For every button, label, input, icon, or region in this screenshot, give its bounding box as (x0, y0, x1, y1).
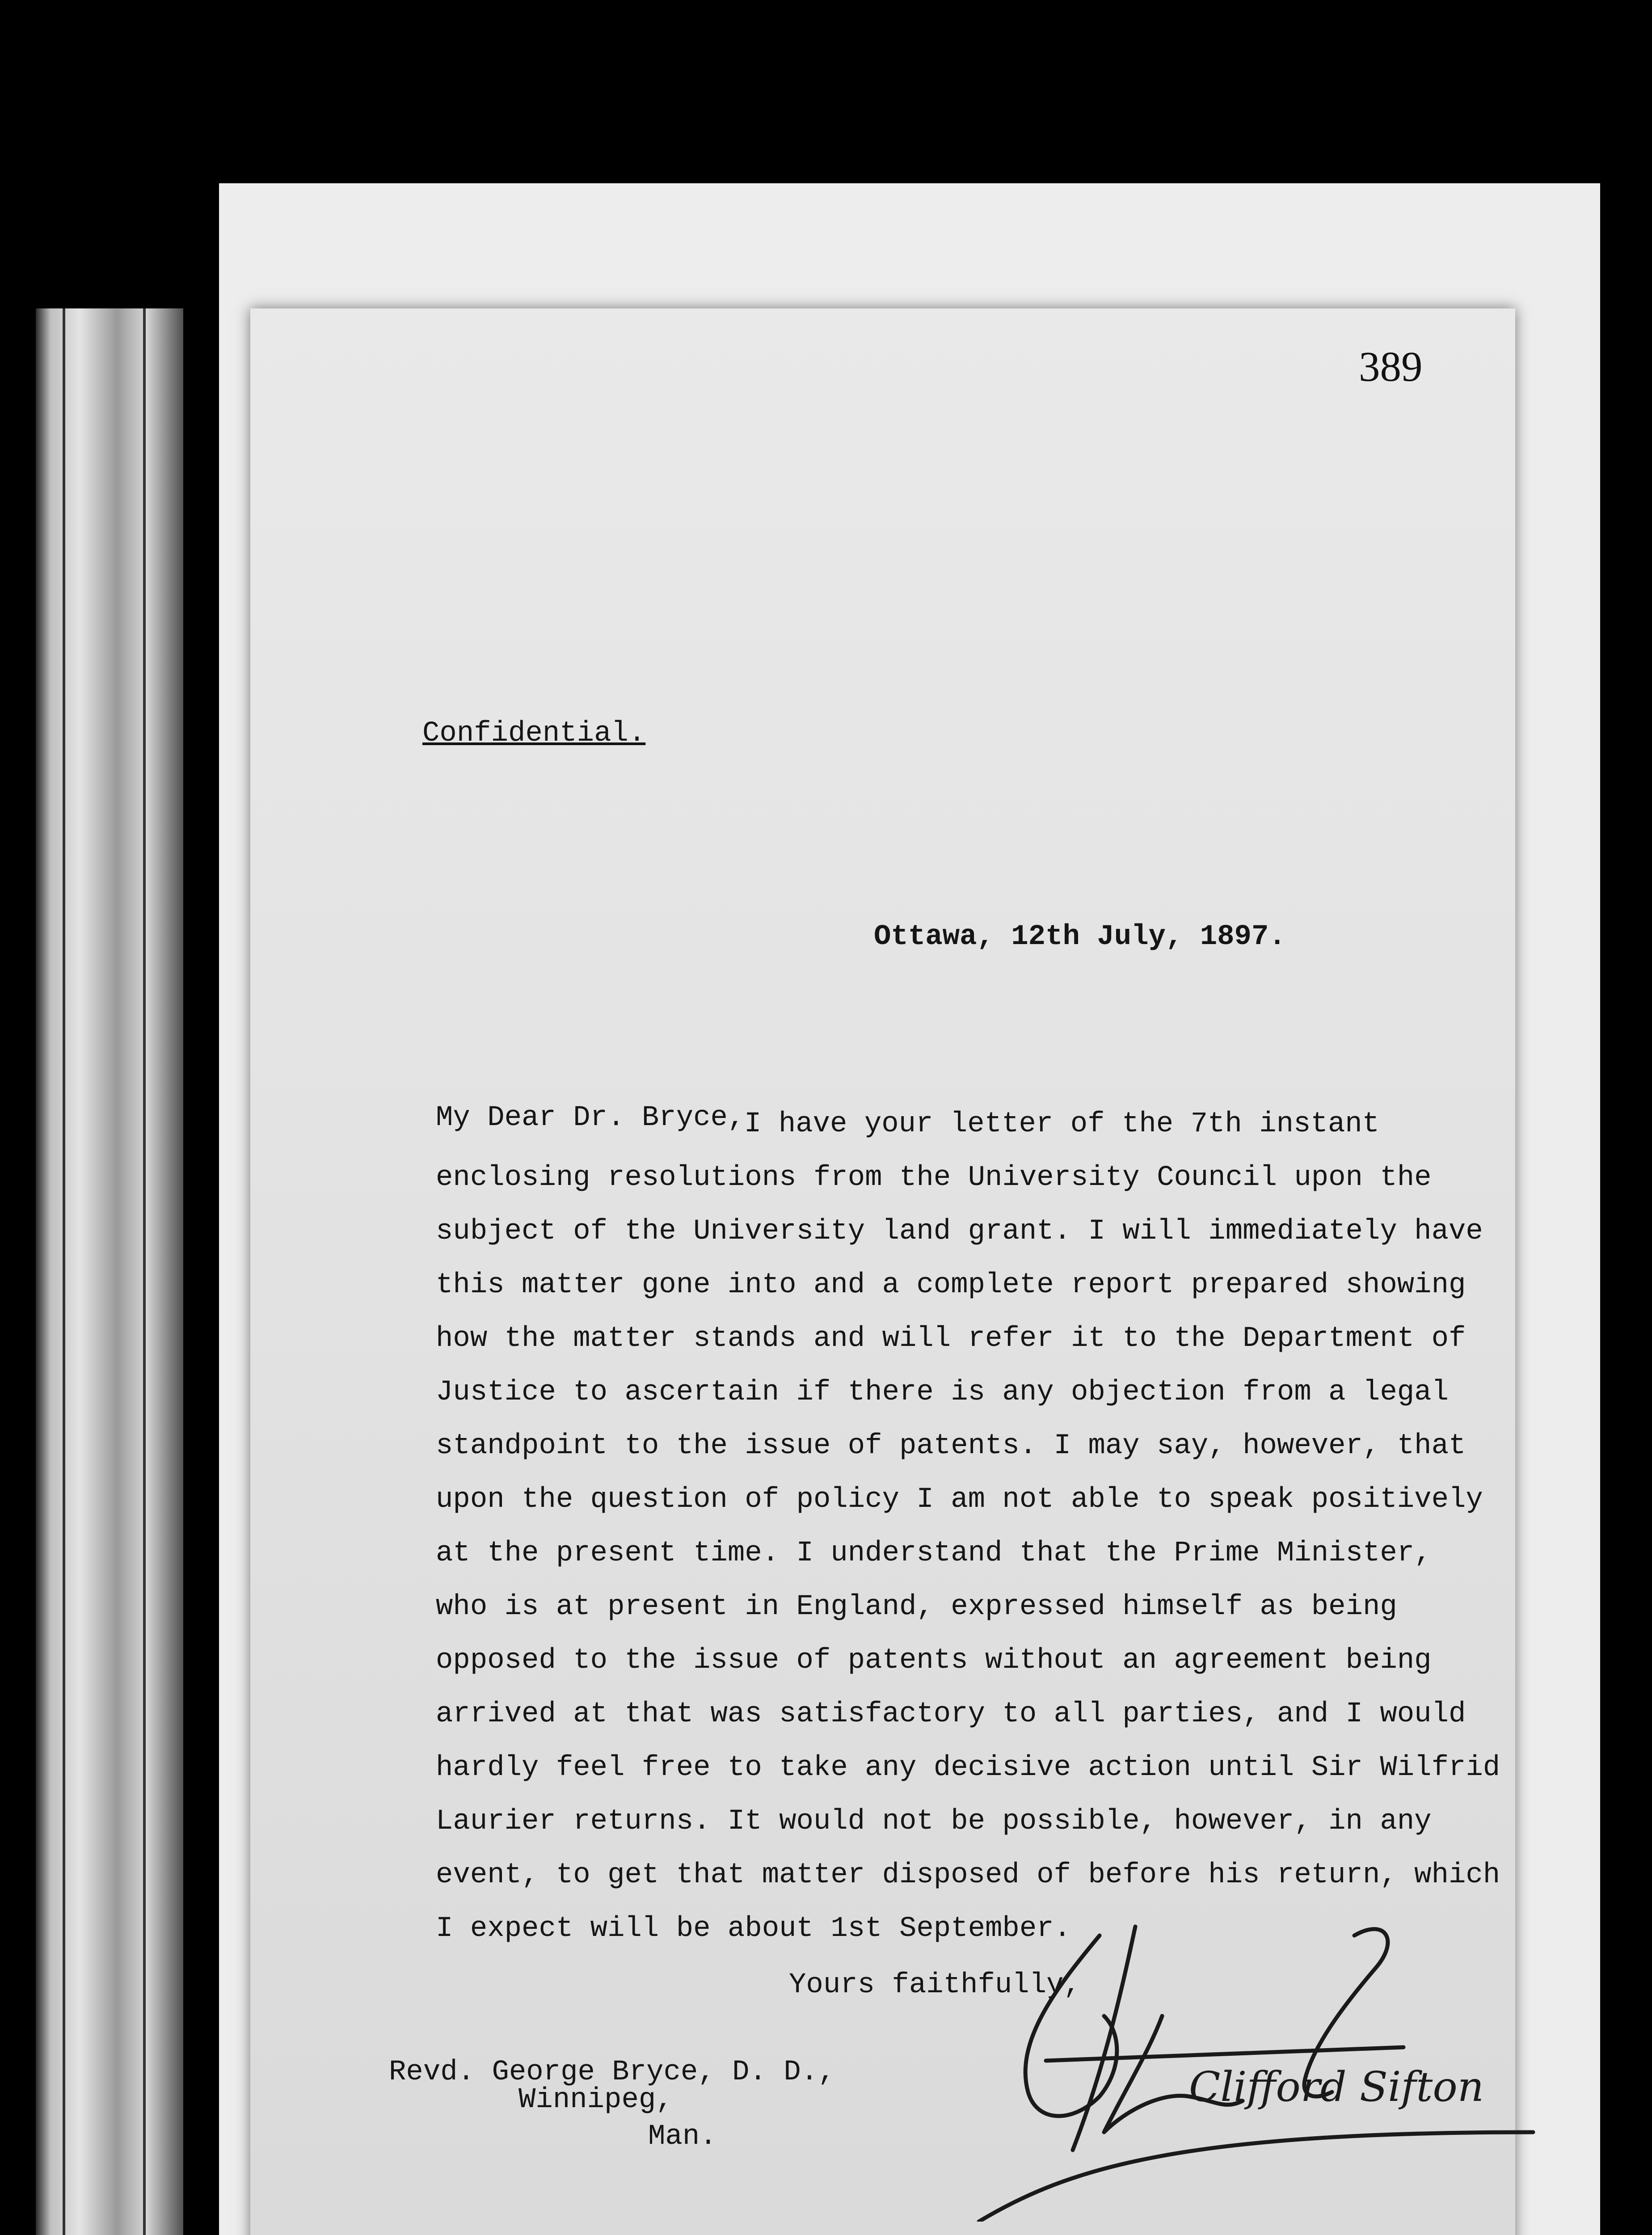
addressee-city: Winnipeg, (518, 2084, 673, 2116)
page-binding (36, 308, 183, 2235)
binding-edge-line (63, 308, 65, 2235)
body-line: event, to get that matter disposed of before his return, which (436, 1859, 1500, 1891)
body-line: standpoint to the issue of patents. I may say, however, that (436, 1430, 1466, 1462)
body-line: arrived at that was satisfactory to all parties, and I would (436, 1698, 1466, 1730)
body-line: I have your letter of the 7th instant (744, 1108, 1380, 1140)
page-number: 389 (1359, 343, 1423, 390)
body-line: who is at present in England, expressed himself as being (436, 1591, 1397, 1623)
body-line: upon the question of policy I am not able to speak positively (436, 1484, 1483, 1516)
body-line: opposed to the issue of patents without an agreement being (436, 1645, 1432, 1677)
body-line: enclosing resolutions from the University Council upon the (436, 1162, 1432, 1194)
binding-edge-line (143, 308, 146, 2235)
body-line: subject of the University land grant. I will immediately have (436, 1215, 1483, 1248)
addressee-block (389, 2052, 835, 2157)
salutation: My Dear Dr. Bryce, (436, 1102, 745, 1134)
addressee-province: Man. (648, 2121, 717, 2153)
body-line: how the matter stands and will refer it to the Department of (436, 1323, 1466, 1355)
confidential-marking: Confidential. (422, 717, 646, 750)
handwritten-signature (912, 1900, 1538, 2222)
letter-body (436, 1097, 1500, 1956)
body-line: hardly feel free to take any decisive action until Sir Wilfrid (436, 1752, 1500, 1784)
addressee-name: Revd. George Bryce, D. D., (389, 2056, 835, 2088)
body-line: Laurier returns. It would not be possible, however, in any (436, 1805, 1432, 1838)
place-date: Ottawa, 12th July, 1897. (874, 921, 1286, 953)
body-line: at the present time. I understand that the Prime Minister, (436, 1537, 1432, 1569)
signature-lettering: Clifford Sifton (1189, 2063, 1484, 2111)
body-line: Justice to ascertain if there is any objection from a legal (436, 1376, 1449, 1408)
closing: Yours faithfully, (789, 1969, 1081, 2001)
body-line: this matter gone into and a complete report prepared showing (436, 1269, 1466, 1301)
body-line: I expect will be about 1st September. (436, 1913, 1071, 1945)
